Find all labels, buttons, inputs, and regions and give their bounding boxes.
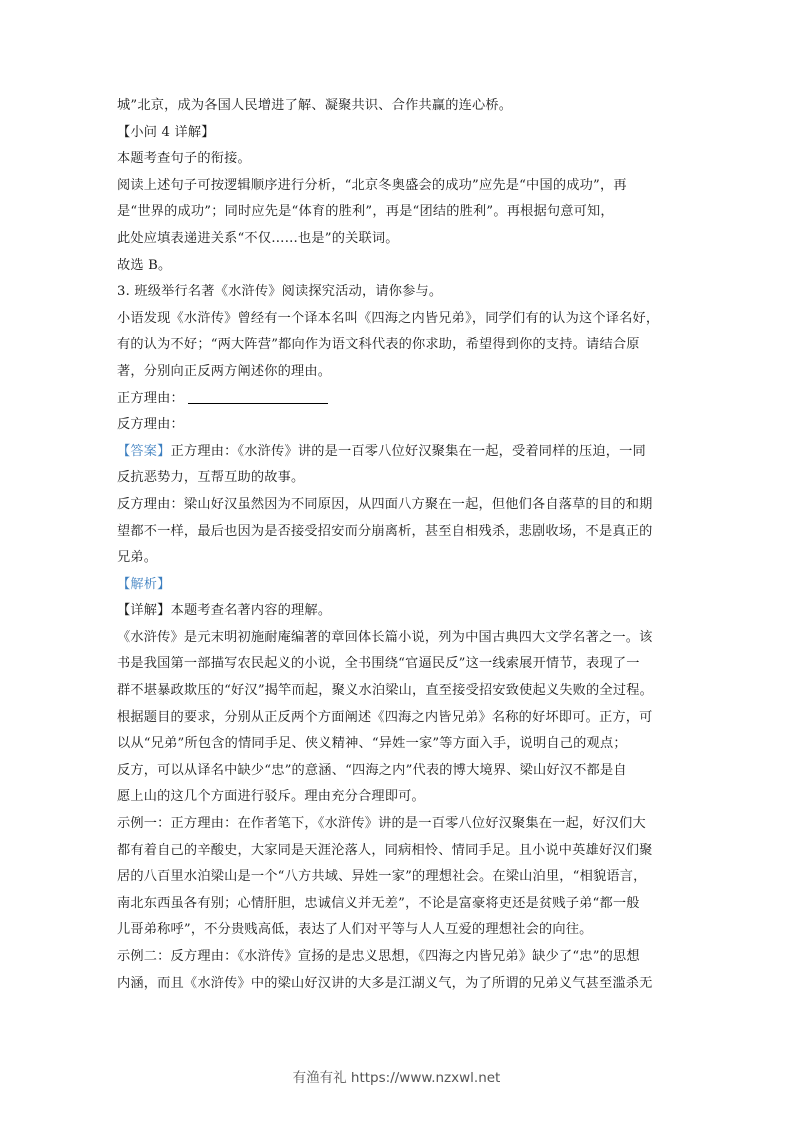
detail-text: 《水浒传》是元末明初施耐庵编著的章回体长篇小说，列为中国古典四大文学名著之一。该 xyxy=(117,629,653,645)
detail-text: 愿上山的这几个方面进行驳斥。理由充分合理即可。 xyxy=(117,789,425,805)
text-line: 阅读上述句子可按逻辑顺序进行分析，“北京冬奥盛会的成功”应先是“中国的成功”，再 xyxy=(117,177,627,193)
answer-text: 反抗恶势力，互帮互助的故事。 xyxy=(117,470,305,486)
example-one-text: 儿哥弟称呼”，不分贵贱高低，表达了人们对平等与人人互爱的理想社会的向往。 xyxy=(117,922,593,938)
detail-text: 本题考查名著内容的理解。 xyxy=(170,603,332,619)
example-one-text: 居的八百里水泊梁山是一个“八方共域、异姓一家”的理想社会。在梁山泊里，“相貌语言， xyxy=(117,869,647,885)
answer-text: 反方理由：梁山好汉虽然因为不同原因，从四面八方聚在一起，但他们各自落草的目的和期 xyxy=(117,496,653,512)
example-two-text: 示例二：反方理由：《水浒传》宣扬的是忠义思想，《四海之内皆兄弟》缺少了“忠”的思想 xyxy=(117,949,640,964)
text-line: 此处应填表递进关系“不仅……也是”的关联词。 xyxy=(117,230,399,246)
detail-text: 群不堪暴政欺压的“好汉”揭竿而起，聚义水泊梁山，直至接受招安致使起义失败的全过程。 xyxy=(117,683,653,699)
example-one-text: 南北东西虽各有别；心情肝胆，忠诚信义并无差”，不论是富豪将吏还是贫贱子弟“都一般 xyxy=(117,895,640,911)
example-one-text: 示例一：正方理由：在作者笔下，《水浒传》讲的是一百零八位好汉聚集在一起，好汉们大 xyxy=(117,816,646,832)
example-two-text: 内涵，而且《水浒传》中的梁山好汉讲的大多是江湖义气，为了所谓的兄弟义气甚至滥杀无 xyxy=(117,975,653,991)
text-line: 著，分别向正反两方阐述你的理由。 xyxy=(117,363,332,379)
question-3-title: 3. 班级举行名著《水浒传》阅读探究活动，请你参与。 xyxy=(117,284,443,300)
answer-choice: 故选 B。 xyxy=(117,257,172,273)
detail-text: 反方，可以从译名中缺少“忠”的意涵、“四海之内”代表的博大境界、梁山好汉不都是自 xyxy=(117,762,627,778)
text-line: 有的认为不好；“两大阵营”都向作为语文科代表的你求助，希望得到你的支持。请结合原 xyxy=(117,337,640,353)
detail-text: 以从“兄弟”所包含的情同手足、侠义精神、“异姓一家”等方面入手，说明自己的观点； xyxy=(117,736,627,752)
document-body xyxy=(117,93,677,997)
detail-row xyxy=(117,598,677,625)
pro-reason-blank xyxy=(188,389,328,404)
detail-text: 书是我国第一部描写农民起义的小说，全书围绕“官逼民反”这一线索展开情节，表现了一 xyxy=(117,656,640,672)
text-line: 城”北京，成为各国人民增进了解、凝聚共识、合作共赢的连心桥。 xyxy=(117,98,513,113)
example-one-text: 都有着自己的辛酸史，大家同是天涯沦落人，同病相怜、情同手足。且小说中英雄好汉们聚 xyxy=(117,842,653,858)
con-reason-label: 反方理由： xyxy=(117,417,184,433)
pro-reason-row xyxy=(117,386,677,413)
section-heading-q4: 【小问 4 详解】 xyxy=(117,124,215,140)
pro-reason-label: 正方理由： xyxy=(117,390,184,406)
text-line: 本题考查句子的衔接。 xyxy=(117,151,251,167)
answer-text: 望都不一样，最后也因为是否接受招安而分崩离析，甚至自相残杀，悲剧收场，不是真正的 xyxy=(117,523,653,539)
answer-row xyxy=(117,439,677,466)
answer-label: 【答案】 xyxy=(117,443,171,459)
answer-text: 兄弟。 xyxy=(117,550,158,566)
text-line: 是“世界的成功”；同时应先是“体育的胜利”，再是“团结的胜利”。再根据句意可知， xyxy=(117,204,614,220)
detail-text: 根据题目的要求，分别从正反两个方面阐述《四海之内皆兄弟》名称的好坏即可。正方，可 xyxy=(117,709,653,725)
answer-text: 正方理由：《水浒传》讲的是一百零八位好汉聚集在一起，受着同样的压迫，一同 xyxy=(170,443,646,459)
detail-label: 【详解】 xyxy=(117,603,171,619)
footer-watermark: 有渔有礼 https://www.nzxwl.net xyxy=(292,1070,501,1086)
analysis-label: 【解析】 xyxy=(117,576,171,592)
text-line: 小语发现《水浒传》曾经有一个译本名叫《四海之内皆兄弟》，同学们有的认为这个译名好， xyxy=(117,310,660,326)
